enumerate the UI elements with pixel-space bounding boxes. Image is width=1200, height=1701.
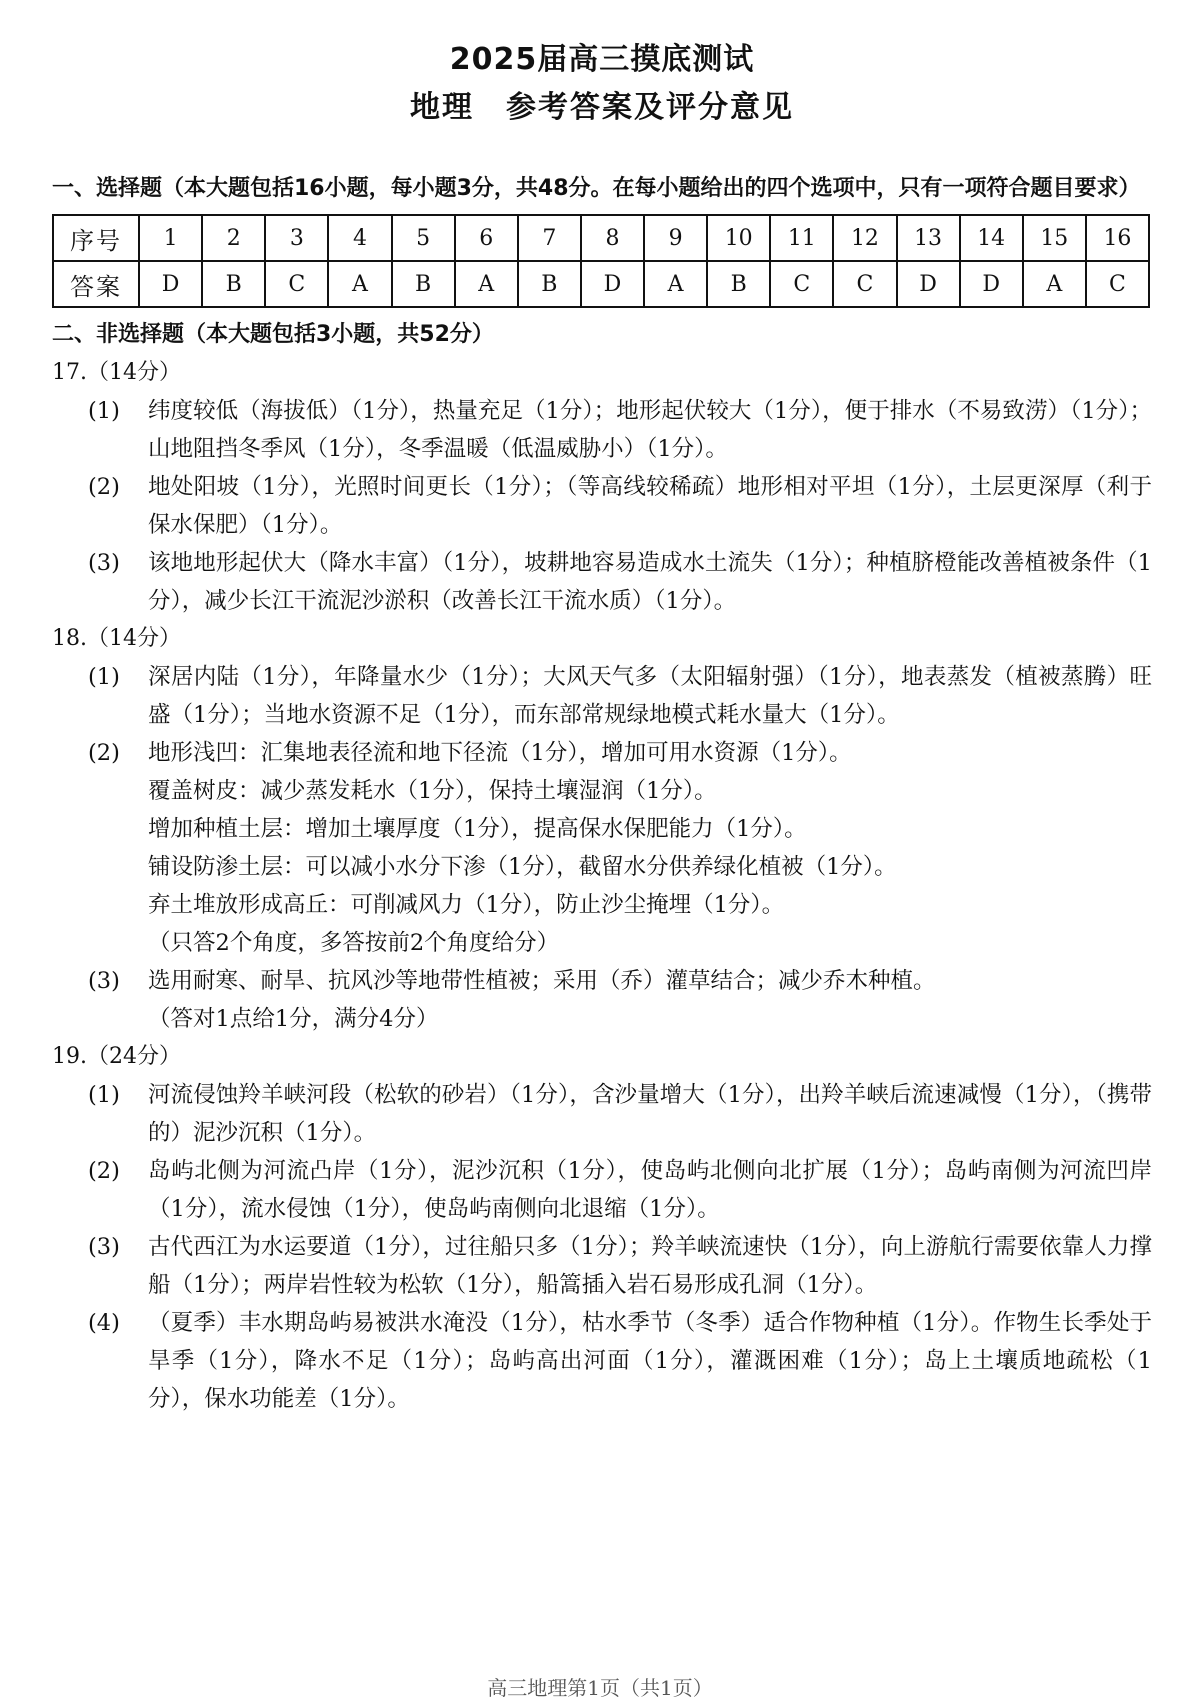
item-number: (3)	[88, 550, 120, 576]
item-text: 选用耐寒、耐旱、抗风沙等地带性植被；采用（乔）灌草结合；减少乔木种植。	[148, 968, 936, 994]
row-label-answer: 答案	[53, 261, 139, 307]
question-number: 14	[960, 215, 1023, 261]
question-number: 4	[328, 215, 391, 261]
q18-item-2	[52, 734, 1152, 772]
item-number: (1)	[88, 398, 120, 424]
item-text: 纬度较低（海拔低）（1分），热量充足（1分）；地形起伏较大（1分），便于排水（不易致涝）（1分）；山地阻挡冬季风（1分），冬季温暖（低温威胁小）（1分）。	[148, 398, 1152, 462]
row-label-number: 序号	[53, 215, 139, 261]
section-2-heading: 二、非选择题（本大题包括3小题，共52分）	[52, 322, 494, 347]
q19-item-1	[52, 1076, 1152, 1152]
question-number: 7	[518, 215, 581, 261]
q17-item-1	[52, 392, 1152, 468]
answer-cell: B	[707, 261, 770, 307]
answer-cell: C	[770, 261, 833, 307]
question-number: 12	[833, 215, 896, 261]
q18-item-3	[52, 962, 1152, 1000]
answer-cell: A	[644, 261, 707, 307]
page-subtitle: 地理 参考答案及评分意见	[410, 90, 794, 125]
page-footer: 高三地理第1页（共1页）	[487, 1676, 713, 1700]
question-number: 2	[202, 215, 265, 261]
answer-cell: B	[392, 261, 455, 307]
q18-item-2-line: 增加种植土层：增加土壤厚度（1分），提高保水保肥能力（1分）。	[148, 816, 807, 842]
item-number: (2)	[88, 740, 120, 766]
section-1-heading: 一、选择题（本大题包括16小题，每小题3分，共48分。在每小题给出的四个选项中，只有一项符合题目要求）	[52, 176, 1141, 201]
q19-item-4	[52, 1304, 1152, 1418]
item-number: (3)	[88, 1234, 120, 1260]
answer-cell: D	[581, 261, 644, 307]
answer-cell: A	[328, 261, 391, 307]
answer-cell: B	[202, 261, 265, 307]
answer-cell: A	[455, 261, 518, 307]
item-number: (1)	[88, 1082, 120, 1108]
item-number: (3)	[88, 968, 120, 994]
q17-item-3	[52, 544, 1152, 620]
item-text: （夏季）丰水期岛屿易被洪水淹没（1分），枯水季节（冬季）适合作物种植（1分）。作物生长季处于旱季（1分），降水不足（1分）；岛屿高出河面（1分），灌溉困难（1分）；岛上土壤质地疏松（1分），保水功能差（1分）。	[148, 1310, 1152, 1412]
item-text: 岛屿北侧为河流凸岸（1分），泥沙沉积（1分），使岛屿北侧向北扩展（1分）；岛屿南侧为河流凹岸（1分），流水侵蚀（1分），使岛屿南侧向北退缩（1分）。	[148, 1158, 1152, 1222]
q18-item-2-line: 铺设防渗土层：可以减小水分下渗（1分），截留水分供养绿化植被（1分）。	[148, 854, 897, 880]
question-number: 10	[707, 215, 770, 261]
answer-cell: A	[1023, 261, 1086, 307]
question-number: 16	[1086, 215, 1149, 261]
question-number: 1	[139, 215, 202, 261]
item-text: 地形浅凹：汇集地表径流和地下径流（1分），增加可用水资源（1分）。	[148, 740, 852, 766]
question-number: 11	[770, 215, 833, 261]
answer-cell: D	[897, 261, 960, 307]
question-17-heading: 17.（14分）	[52, 360, 181, 385]
question-number: 8	[581, 215, 644, 261]
q18-item-2-line: 弃土堆放形成高丘：可削减风力（1分），防止沙尘掩埋（1分）。	[148, 892, 785, 918]
question-number: 3	[265, 215, 328, 261]
table-row-numbers	[53, 215, 1149, 261]
question-number: 13	[897, 215, 960, 261]
item-number: (2)	[88, 1158, 120, 1184]
q18-item-2-note: （只答2个角度，多答按前2个角度给分）	[148, 930, 560, 956]
question-19-heading: 19.（24分）	[52, 1044, 181, 1069]
q19-item-3	[52, 1228, 1152, 1304]
q18-item-2-line: 覆盖树皮：减少蒸发耗水（1分），保持土壤湿润（1分）。	[148, 778, 717, 804]
q19-item-2	[52, 1152, 1152, 1228]
item-text: 地处阳坡（1分），光照时间更长（1分）；（等高线较稀疏）地形相对平坦（1分），土层更深厚（利于保水保肥）（1分）。	[148, 474, 1152, 538]
answer-cell: D	[960, 261, 1023, 307]
item-number: (1)	[88, 664, 120, 690]
q17-item-2	[52, 468, 1152, 544]
answer-cell: B	[518, 261, 581, 307]
page-title: 2025届高三摸底测试	[449, 42, 755, 77]
item-text: 该地地形起伏大（降水丰富）（1分），坡耕地容易造成水土流失（1分）；种植脐橙能改善植被条件（1分），减少长江干流泥沙淤积（改善长江干流水质）（1分）。	[148, 550, 1152, 614]
answer-table	[52, 214, 1150, 308]
q18-item-3-note: （答对1点给1分，满分4分）	[148, 1006, 439, 1032]
answer-cell: C	[833, 261, 896, 307]
table-row-answers	[53, 261, 1149, 307]
question-number: 9	[644, 215, 707, 261]
item-number: (4)	[88, 1310, 120, 1336]
q18-item-1	[52, 658, 1152, 734]
question-number: 15	[1023, 215, 1086, 261]
question-18-heading: 18.（14分）	[52, 626, 181, 651]
question-number: 5	[392, 215, 455, 261]
answer-cell: C	[265, 261, 328, 307]
item-text: 古代西江为水运要道（1分），过往船只多（1分）；羚羊峡流速快（1分），向上游航行需要依靠人力撑船（1分）；两岸岩性较为松软（1分），船篙插入岩石易形成孔洞（1分）。	[148, 1234, 1152, 1298]
answer-cell: D	[139, 261, 202, 307]
answer-cell: C	[1086, 261, 1149, 307]
item-number: (2)	[88, 474, 120, 500]
item-text: 深居内陆（1分），年降量水少（1分）；大风天气多（太阳辐射强）（1分），地表蒸发（植被蒸腾）旺盛（1分）；当地水资源不足（1分），而东部常规绿地模式耗水量大（1分）。	[148, 664, 1152, 728]
item-text: 河流侵蚀羚羊峡河段（松软的砂岩）（1分），含沙量增大（1分），出羚羊峡后流速减慢（1分），（携带的）泥沙沉积（1分）。	[148, 1082, 1152, 1146]
question-number: 6	[455, 215, 518, 261]
